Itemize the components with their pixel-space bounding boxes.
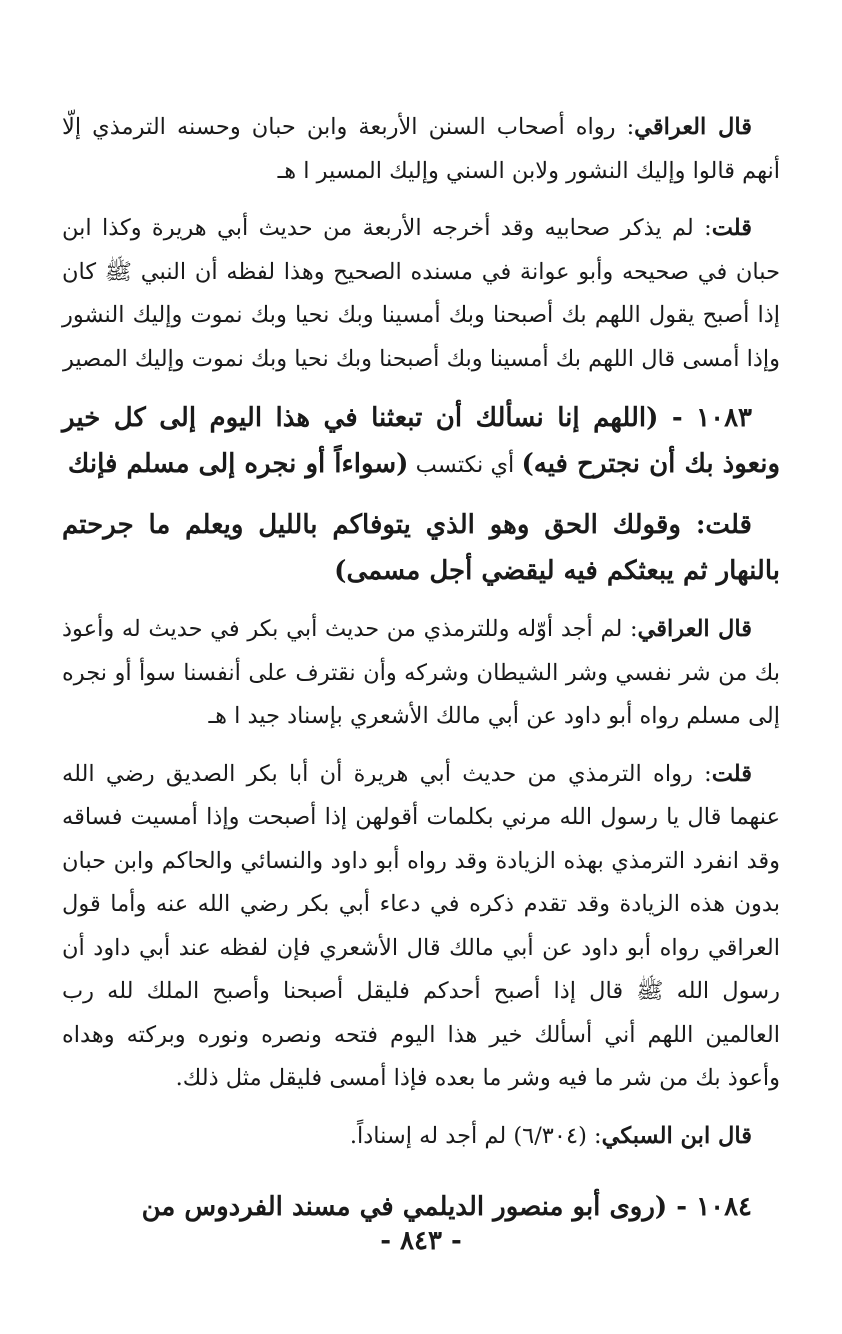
hadith-heading-1083 [62, 395, 780, 488]
paragraph-iraqi-2 [62, 608, 780, 739]
paragraph-text: : رواه أصحاب السنن الأربعة وابن حبان وحسنه الترمذي إلّا أنهم قالوا وإليك النشور ولابن السني وإليك المسير ا هـ [62, 114, 780, 184]
paragraph-text: : وقولك الحق وهو الذي يتوفاكم بالليل ويعلم ما جرحتم بالنهار ثم يبعثكم فيه ليقضي أجل مسمى) [62, 510, 780, 586]
paragraph-text: : لم أجد أوّله وللترمذي من حديث أبي بكر في حديث له وأعوذ بك من شر نفسي وشر الشيطان وشركه وأن نقترف على أنفسنا سوأ أو نجره إلى مسلم رواه أبو داود عن أبي مالك الأشعري بإسناد جيد ا هـ [62, 616, 780, 729]
hadith-text: (روى أبو منصور الديلمي في مسند الفردوس من [141, 1192, 668, 1222]
paragraph-subki [62, 1115, 780, 1159]
speaker-label: قال العراقي [637, 616, 752, 642]
hadith-text-continued: (سواءاً أو نجره إلى مسلم فإنك [67, 449, 409, 479]
paragraph-text: : لم يذكر صحابيه وقد أخرجه الأربعة من حديث أبي هريرة وكذا ابن حبان في صحيحه وأبو عوانة في مسنده الصحيح وهذا لفظه أن النبي ﷺ كان إذا أصبح يقول اللهم بك أصبحنا وبك أمسينا وبك نحيا وبك نموت وإليك النشور وإذا أمسى قال اللهم بك أمسينا وبك أصبحنا وبك نحيا وبك نموت وإليك المصير [62, 215, 780, 372]
speaker-label: قال ابن السبكي [601, 1122, 752, 1149]
speaker-label: قلت [711, 760, 752, 787]
hadith-text: (اللهم إنا نسألك أن تبعثنا في هذا اليوم إلى كل خير ونعوذ بك أن نجترح فيه) [62, 403, 780, 479]
page-number: - ٨٤٣ - [380, 1226, 462, 1256]
hadith-gloss: أي نكتسب [408, 452, 522, 478]
hadith-heading-1084 [62, 1184, 780, 1230]
paragraph-qult-2 [62, 502, 780, 594]
paragraph-qult-1 [62, 207, 780, 381]
paragraph-text: : (٦/٣٠٤) لم أجد له إسناداً. [349, 1122, 602, 1149]
speaker-label: قلت [711, 215, 752, 241]
paragraph-qult-3 [62, 753, 780, 1101]
paragraph-text: : رواه الترمذي من حديث أبي هريرة أن أبا بكر الصديق رضي الله عنهما قال يا رسول الله مرني بكلمات أقولهن إذا أصبحت وإذا أمسيت فساقه وقد انفرد الترمذي بهذه الزيادة وقد رواه أبو داود والنسائي والحاكم وابن حبان بدون هذه الزيادة وقد تقدم ذكره في دعاء أبي بكر رضي الله عنه وأما قول العراقي رواه أبو داود عن أبي مالك قال الأشعري فإن لفظه عند أبي داود أن رسول الله ﷺ قال إذا أصبح أحدكم فليقل أصبحنا وأصبح الملك لله رب العالمين اللهم أني أسألك خير هذا اليوم فتحه ونصره ونوره وبركته وهداه وأعوذ بك من شر ما فيه وشر ما بعده فإذا أمسى فليقل مثل ذلك. [62, 760, 780, 1091]
paragraph-iraqi-1 [62, 106, 780, 193]
speaker-label: قلت [705, 510, 752, 540]
hadith-number: ١٠٨٤ - [676, 1192, 752, 1222]
speaker-label: قال العراقي [634, 114, 752, 140]
hadith-number: ١٠٨٣ - [671, 403, 753, 433]
